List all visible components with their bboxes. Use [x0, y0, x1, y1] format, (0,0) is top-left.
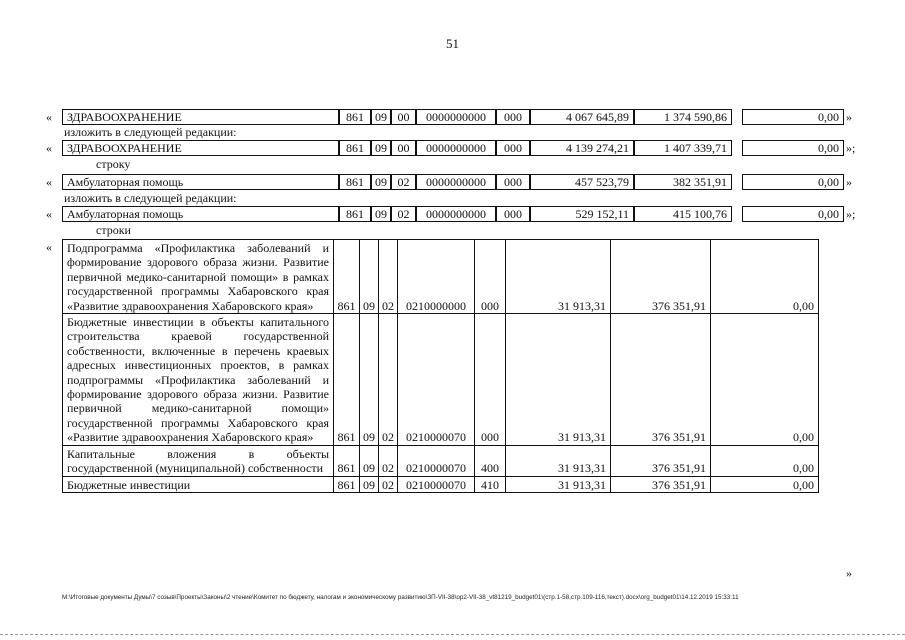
code-target: 0000000000: [416, 206, 496, 222]
code-target: 0210000070: [398, 476, 475, 492]
code-ministry: 861: [334, 445, 360, 476]
row-name: Бюджетные инвестиции: [63, 476, 334, 492]
code-ministry: 861: [334, 476, 360, 492]
code-section: 09: [371, 206, 391, 222]
value-2: 1 374 590,86: [634, 109, 732, 125]
value-1: 4 067 645,89: [530, 109, 634, 125]
code-section: 09: [360, 240, 379, 314]
code-subsection: 02: [379, 240, 398, 314]
code-target: 0000000000: [416, 140, 496, 156]
code-subsection: 00: [391, 109, 416, 125]
value-2: 376 351,91: [611, 314, 711, 446]
code-ministry: 861: [334, 240, 360, 314]
open-quote: «: [46, 175, 52, 189]
close-quote: »;: [846, 207, 856, 221]
row-name: Капитальные вложения в объекты государственной (муниципальной) собственности: [63, 445, 334, 476]
value-2: 376 351,91: [611, 240, 711, 314]
value-1: 31 913,31: [506, 476, 611, 492]
code-section: 09: [371, 174, 391, 190]
code-subsection: 02: [379, 476, 398, 492]
instruction-rows: строки: [96, 223, 131, 237]
open-quote: «: [46, 110, 52, 124]
table-row: [63, 445, 819, 476]
close-quote: »: [846, 175, 852, 189]
code-target: 0210000070: [398, 314, 475, 446]
instruction-edit: изложить в следующей редакции:: [64, 191, 237, 205]
open-quote: «: [46, 141, 52, 155]
code-subsection: 02: [379, 445, 398, 476]
code-type: 000: [496, 174, 530, 190]
table-row: [63, 314, 819, 446]
page-bottom-divider: [0, 634, 905, 635]
code-target: 0210000070: [398, 445, 475, 476]
table-open-quote: «: [46, 240, 52, 254]
value-3: 0,00: [742, 174, 844, 190]
value-2: 376 351,91: [611, 445, 711, 476]
value-3: 0,00: [711, 240, 819, 314]
value-3: 0,00: [742, 109, 844, 125]
row-name: ЗДРАВООХРАНЕНИЕ: [62, 140, 339, 156]
value-1: 31 913,31: [506, 240, 611, 314]
table-close-quote: »: [846, 566, 852, 580]
code-target: 0000000000: [416, 174, 496, 190]
instruction-row: строку: [96, 157, 131, 171]
code-type: 000: [496, 206, 530, 222]
code-target: 0210000000: [398, 240, 475, 314]
value-2: 382 351,91: [634, 174, 732, 190]
code-subsection: 02: [391, 206, 416, 222]
open-quote: «: [46, 207, 52, 221]
code-section: 09: [360, 445, 379, 476]
code-ministry: 861: [339, 109, 371, 125]
budget-table: [62, 239, 819, 493]
value-3: 0,00: [711, 476, 819, 492]
code-type: 000: [496, 109, 530, 125]
value-1: 31 913,31: [506, 314, 611, 446]
value-2: 415 100,76: [634, 206, 732, 222]
table-row: [63, 476, 819, 492]
close-quote: »: [846, 110, 852, 124]
code-subsection: 00: [391, 140, 416, 156]
instruction-edit: изложить в следующей редакции:: [64, 125, 237, 139]
code-subsection: 02: [379, 314, 398, 446]
row-name: Подпрограмма «Профилактика заболеваний и формирование здорового образа жизни. Развитие первичной медико-санитарной помощи» в рамках государственной программы Хабаровского края «Развитие здравоохранения Хабаровского края»: [63, 240, 334, 314]
code-section: 09: [371, 140, 391, 156]
page-number: 51: [446, 36, 459, 51]
row-name: Амбулаторная помощь: [62, 174, 339, 190]
row-name: Амбулаторная помощь: [62, 206, 339, 222]
code-ministry: 861: [334, 314, 360, 446]
code-ministry: 861: [339, 206, 371, 222]
row-name: Бюджетные инвестиции в объекты капитального строительства краевой государственной собственности, включенные в перечень краевых адресных инвестиционных проектов, в рамках подпрограммы «Профилактика заболеваний и формирование здорового образа жизни. Развитие первичной медико-санитарной помощи» государственной программы Хабаровского края «Развитие здравоохранения Хабаровского края»: [63, 314, 334, 446]
code-ministry: 861: [339, 174, 371, 190]
value-1: 457 523,79: [530, 174, 634, 190]
code-type: 000: [496, 140, 530, 156]
code-section: 09: [360, 314, 379, 446]
value-3: 0,00: [711, 314, 819, 446]
close-quote: »;: [846, 141, 856, 155]
value-1: 4 139 274,21: [530, 140, 634, 156]
value-2: 1 407 339,71: [634, 140, 732, 156]
code-section: 09: [360, 476, 379, 492]
table-row: [63, 240, 819, 314]
row-name: ЗДРАВООХРАНЕНИЕ: [62, 109, 339, 125]
value-3: 0,00: [711, 445, 819, 476]
code-type: 410: [475, 476, 506, 492]
code-ministry: 861: [339, 140, 371, 156]
code-section: 09: [371, 109, 391, 125]
value-3: 0,00: [742, 140, 844, 156]
code-subsection: 02: [391, 174, 416, 190]
value-3: 0,00: [742, 206, 844, 222]
footer-path: M:\Итоговые документы Думы\7 созыв\Проекты\Законы\2 чтение\Комитет по бюджету, налогам и экономическому развитию\ЗП-VII-38\ор2-VII-38_vt81219_budget01\(стр.1-58,стр.109-116,текст).docx\org_budget01\14.12.2019 15:33:11: [62, 594, 739, 601]
value-1: 529 152,11: [530, 206, 634, 222]
code-type: 400: [475, 445, 506, 476]
code-target: 0000000000: [416, 109, 496, 125]
value-2: 376 351,91: [611, 476, 711, 492]
code-type: 000: [475, 314, 506, 446]
value-1: 31 913,31: [506, 445, 611, 476]
code-type: 000: [475, 240, 506, 314]
